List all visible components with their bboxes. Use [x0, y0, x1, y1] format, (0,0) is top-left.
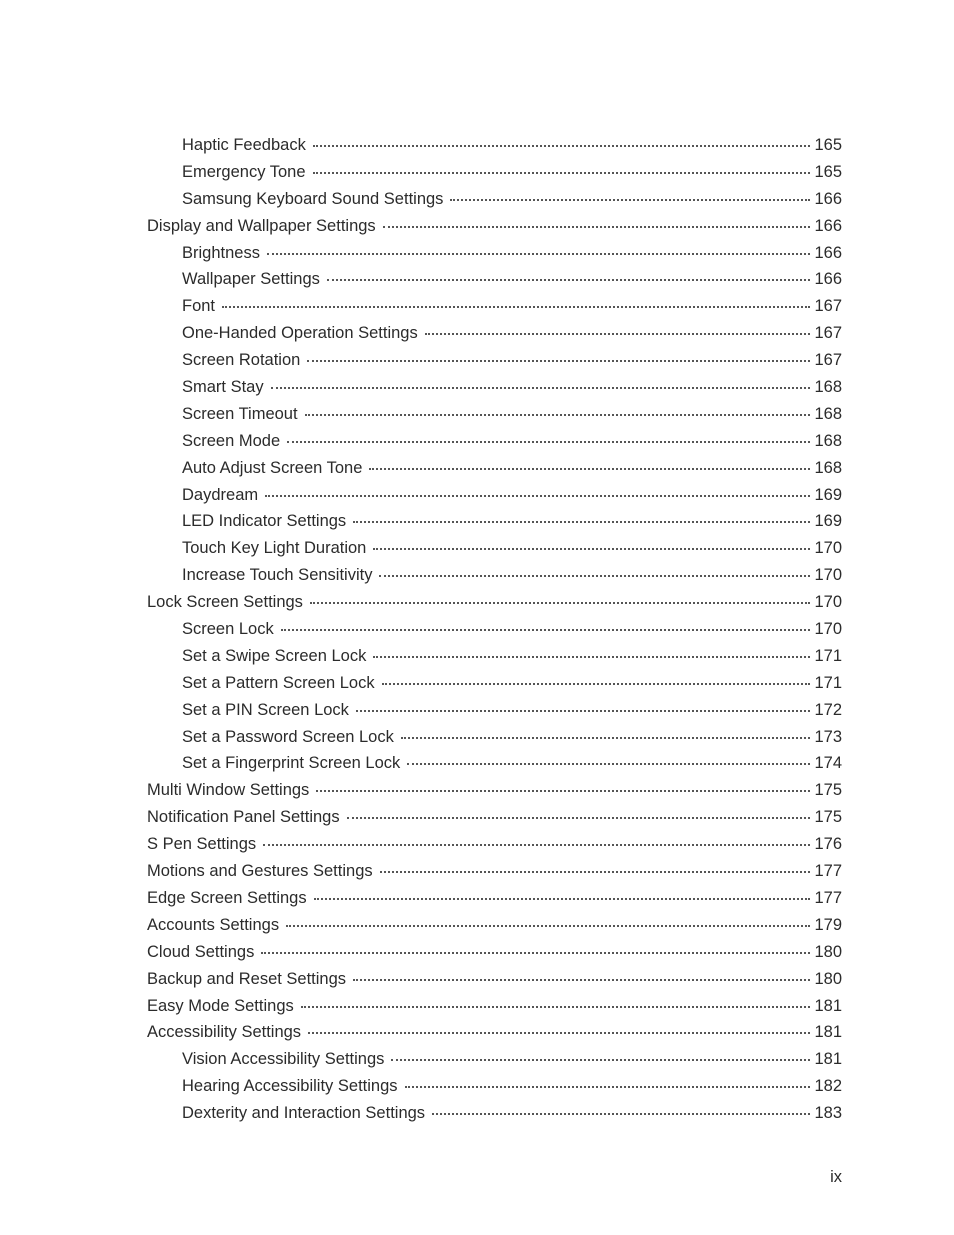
dot-leader [383, 226, 811, 228]
toc-entry-title[interactable]: Cloud Settings [147, 942, 255, 961]
toc-entry-page[interactable]: 170 [814, 566, 842, 585]
toc-entry[interactable] [147, 320, 842, 347]
toc-entry-title[interactable]: Screen Timeout [182, 404, 298, 423]
toc-entry-page[interactable]: 170 [814, 539, 842, 558]
toc-entry[interactable] [147, 777, 842, 804]
dot-leader [373, 656, 810, 658]
toc-entry-page[interactable]: 172 [814, 700, 842, 719]
dot-leader [425, 333, 811, 335]
toc-entry[interactable] [147, 455, 842, 482]
toc-entry-page[interactable]: 171 [814, 646, 842, 665]
toc-entry[interactable] [147, 939, 842, 966]
toc-entry-page[interactable]: 165 [814, 162, 842, 181]
toc-entry[interactable] [147, 535, 842, 562]
toc-entry-title[interactable]: Screen Lock [182, 620, 274, 639]
dot-leader [301, 1006, 811, 1008]
toc-entry[interactable] [147, 750, 842, 777]
toc-entry-title[interactable]: Dexterity and Interaction Settings [182, 1104, 426, 1123]
dot-leader [265, 495, 810, 497]
dot-leader [261, 952, 810, 954]
toc-entry-page[interactable]: 171 [814, 673, 842, 692]
toc-entry[interactable] [147, 589, 842, 616]
dot-leader [308, 1032, 810, 1034]
toc-entry[interactable] [147, 1100, 842, 1127]
toc-entry[interactable] [147, 132, 842, 159]
toc-entry-title[interactable]: Backup and Reset Settings [147, 969, 347, 988]
dot-leader [286, 925, 810, 927]
toc-entry-page[interactable]: 183 [814, 1104, 842, 1123]
dot-leader [380, 871, 811, 873]
dot-leader [432, 1113, 810, 1115]
toc-entry[interactable] [147, 159, 842, 186]
dot-leader [407, 763, 810, 765]
toc-entry-title[interactable]: Hearing Accessibility Settings [182, 1077, 398, 1096]
dot-leader [373, 548, 810, 550]
toc-entry-title[interactable]: Multi Window Settings [147, 781, 310, 800]
toc-entry-title[interactable]: Samsung Keyboard Sound Settings [182, 189, 444, 208]
dot-leader [401, 737, 811, 739]
toc-entry[interactable] [147, 428, 842, 455]
page-number: ix [830, 1168, 842, 1186]
dot-leader [313, 145, 811, 147]
toc-entry-page[interactable]: 169 [814, 512, 842, 531]
toc-entry[interactable] [147, 240, 842, 267]
toc-entry-title[interactable]: Brightness [182, 243, 260, 262]
dot-leader [310, 602, 811, 604]
dot-leader [222, 306, 810, 308]
toc-entry[interactable] [147, 293, 842, 320]
toc-entry[interactable] [147, 508, 842, 535]
toc-entry-title[interactable]: Daydream [182, 485, 259, 504]
dot-leader [382, 683, 811, 685]
toc-entry[interactable] [147, 186, 842, 213]
toc-entry[interactable] [147, 643, 842, 670]
toc-entry-title[interactable]: Vision Accessibility Settings [182, 1050, 385, 1069]
toc-entry-title[interactable]: Increase Touch Sensitivity [182, 566, 373, 585]
toc-entry-page[interactable]: 176 [814, 835, 842, 854]
table-of-contents [147, 132, 842, 1127]
toc-entry-page[interactable]: 175 [814, 808, 842, 827]
toc-entry[interactable] [147, 670, 842, 697]
toc-entry-page[interactable]: 167 [814, 351, 842, 370]
toc-entry-page[interactable]: 181 [814, 1050, 842, 1069]
toc-entry[interactable] [147, 482, 842, 509]
toc-entry-page[interactable]: 181 [814, 996, 842, 1015]
dot-leader [450, 199, 810, 201]
toc-entry-title[interactable]: Display and Wallpaper Settings [147, 216, 376, 235]
toc-entry-page[interactable]: 174 [814, 754, 842, 773]
dot-leader [287, 441, 810, 443]
toc-entry-title[interactable]: Accessibility Settings [147, 1023, 302, 1042]
toc-entry-page[interactable]: 175 [814, 781, 842, 800]
toc-entry-page[interactable]: 167 [814, 324, 842, 343]
toc-entry-title[interactable]: Set a Fingerprint Screen Lock [182, 754, 401, 773]
toc-entry-title[interactable]: Smart Stay [182, 378, 264, 397]
toc-entry-page[interactable]: 177 [814, 888, 842, 907]
toc-entry-title[interactable]: Easy Mode Settings [147, 996, 294, 1015]
dot-leader [347, 817, 811, 819]
toc-entry-title[interactable]: Haptic Feedback [182, 136, 306, 154]
toc-entry-title[interactable]: Motions and Gestures Settings [147, 862, 373, 881]
toc-entry[interactable] [147, 831, 842, 858]
dot-leader [356, 710, 811, 712]
toc-entry-title[interactable]: One-Handed Operation Settings [182, 324, 418, 343]
toc-entry[interactable] [147, 347, 842, 374]
toc-entry-page[interactable]: 168 [814, 378, 842, 397]
toc-entry-title[interactable]: Set a Pattern Screen Lock [182, 673, 375, 692]
dot-leader [313, 172, 811, 174]
toc-entry[interactable] [147, 616, 842, 643]
toc-entry-page[interactable]: 166 [814, 270, 842, 289]
toc-entry-page[interactable]: 181 [814, 1023, 842, 1042]
toc-entry[interactable] [147, 1073, 842, 1100]
dot-leader [305, 414, 811, 416]
toc-entry-title[interactable]: Auto Adjust Screen Tone [182, 458, 363, 477]
dot-leader [307, 360, 810, 362]
toc-entry[interactable] [147, 266, 842, 293]
toc-entry-title[interactable]: Lock Screen Settings [147, 593, 303, 612]
toc-entry-title[interactable]: LED Indicator Settings [182, 512, 347, 531]
toc-entry-title[interactable]: Font [182, 297, 216, 316]
toc-entry-title[interactable]: Wallpaper Settings [182, 270, 320, 289]
toc-entry[interactable] [147, 885, 842, 912]
toc-entry-page[interactable]: 177 [814, 862, 842, 881]
toc-entry-title[interactable]: Emergency Tone [182, 162, 306, 181]
toc-entry-page[interactable]: 180 [814, 942, 842, 961]
toc-entry-title[interactable]: Set a PIN Screen Lock [182, 700, 349, 719]
toc-entry[interactable] [147, 562, 842, 589]
toc-entry[interactable] [147, 1046, 842, 1073]
toc-entry-page[interactable]: 168 [814, 431, 842, 450]
toc-entry-title[interactable]: Set a Swipe Screen Lock [182, 646, 367, 665]
dot-leader [405, 1086, 811, 1088]
toc-entry[interactable] [147, 697, 842, 724]
dot-leader [267, 253, 811, 255]
toc-entry-page[interactable]: 170 [814, 620, 842, 639]
toc-entry-page[interactable]: 170 [814, 593, 842, 612]
toc-entry-page[interactable]: 166 [814, 243, 842, 262]
dot-leader [353, 979, 810, 981]
toc-entry-title[interactable]: Screen Mode [182, 431, 281, 450]
toc-entry-page[interactable]: 167 [814, 297, 842, 316]
toc-entry[interactable] [147, 858, 842, 885]
dot-leader [379, 575, 810, 577]
dot-leader [316, 790, 810, 792]
toc-entry[interactable] [147, 374, 842, 401]
toc-entry-title[interactable]: S Pen Settings [147, 835, 257, 854]
dot-leader [327, 279, 811, 281]
dot-leader [369, 468, 810, 470]
toc-entry-title[interactable]: Screen Rotation [182, 351, 301, 370]
dot-leader [281, 629, 811, 631]
toc-entry-page[interactable]: 179 [814, 915, 842, 934]
toc-entry-page[interactable]: 173 [814, 727, 842, 746]
toc-entry-page[interactable]: 168 [814, 404, 842, 423]
toc-entry[interactable] [147, 401, 842, 428]
toc-entry[interactable] [147, 724, 842, 751]
toc-entry[interactable] [147, 966, 842, 993]
toc-entry-title[interactable]: Notification Panel Settings [147, 808, 340, 827]
toc-entry[interactable] [147, 213, 842, 240]
dot-leader [391, 1059, 810, 1061]
toc-entry-page[interactable]: 182 [814, 1077, 842, 1096]
dot-leader [353, 521, 810, 523]
toc-entry-page[interactable]: 180 [814, 969, 842, 988]
toc-entry[interactable] [147, 912, 842, 939]
toc-entry[interactable] [147, 1019, 842, 1046]
toc-entry-page[interactable]: 168 [814, 458, 842, 477]
toc-entry-page[interactable]: 166 [814, 216, 842, 235]
toc-entry-page[interactable]: 165 [814, 136, 842, 154]
toc-entry-page[interactable]: 166 [814, 189, 842, 208]
toc-entry-title[interactable]: Touch Key Light Duration [182, 539, 367, 558]
toc-entry-title[interactable]: Edge Screen Settings [147, 888, 307, 907]
toc-entry-page[interactable]: 169 [814, 485, 842, 504]
toc-entry[interactable] [147, 993, 842, 1020]
toc-entry-title[interactable]: Set a Password Screen Lock [182, 727, 394, 746]
toc-entry-title[interactable]: Accounts Settings [147, 915, 280, 934]
toc-entry[interactable] [147, 804, 842, 831]
dot-leader [314, 898, 811, 900]
dot-leader [263, 844, 810, 846]
dot-leader [271, 387, 811, 389]
